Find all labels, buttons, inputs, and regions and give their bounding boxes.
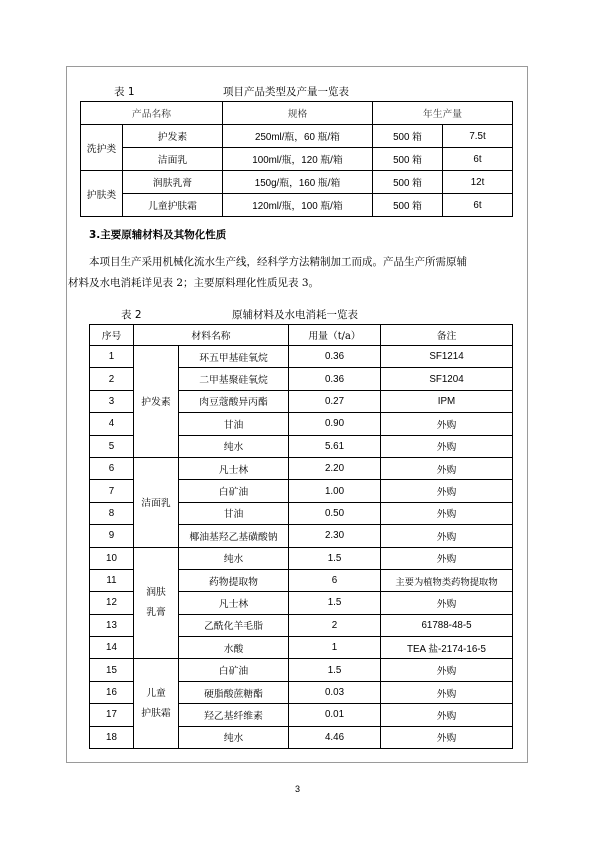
row-no: 5 <box>90 435 134 457</box>
note-cell: 外购 <box>381 525 513 547</box>
material-cell: 椰油基羟乙基磺酸钠 <box>179 525 289 547</box>
paragraph-line-2: 材料及水电消耗详见表 2；主要原料理化性质见表 3。 <box>68 277 320 289</box>
note-cell: 外购 <box>381 435 513 457</box>
note-cell: IPM <box>381 390 513 412</box>
row-no: 16 <box>90 681 134 703</box>
note-cell: 主要为植物类药物提取物 <box>381 569 513 591</box>
row-no: 6 <box>90 457 134 479</box>
table1-label: 表 1 <box>114 86 135 98</box>
header-no: 序号 <box>90 325 134 346</box>
spec-cell: 120ml/瓶，100 瓶/箱 <box>223 194 373 217</box>
usage-cell: 1.5 <box>289 547 381 569</box>
header-usage: 用量（t/a） <box>289 325 381 346</box>
row-no: 14 <box>90 637 134 659</box>
row-no: 11 <box>90 569 134 591</box>
table2-header-row <box>90 325 513 346</box>
table-row <box>81 125 513 148</box>
table2-title: 原辅材料及水电消耗一览表 <box>232 309 358 321</box>
header-spec: 规格 <box>223 102 373 125</box>
product-group-line-1: 润肤 <box>146 586 166 598</box>
table-row <box>90 457 513 479</box>
usage-cell: 0.36 <box>289 346 381 368</box>
header-product-name: 产品名称 <box>81 102 223 125</box>
table-row <box>90 659 513 681</box>
usage-cell: 0.01 <box>289 704 381 726</box>
usage-cell: 2 <box>289 614 381 636</box>
material-cell: 白矿油 <box>179 480 289 502</box>
row-no: 15 <box>90 659 134 681</box>
usage-cell: 4.46 <box>289 726 381 748</box>
material-cell: 纯水 <box>179 435 289 457</box>
note-cell: 外购 <box>381 502 513 524</box>
note-cell: 外购 <box>381 592 513 614</box>
note-cell: 61788-48-5 <box>381 614 513 636</box>
body-paragraph <box>68 252 509 294</box>
table-row <box>81 148 513 171</box>
header-note: 备注 <box>381 325 513 346</box>
material-cell: 环五甲基硅氧烷 <box>179 346 289 368</box>
row-no: 17 <box>90 704 134 726</box>
weight-cell: 6t <box>443 194 513 217</box>
material-cell: 二甲基聚硅氧烷 <box>179 368 289 390</box>
note-cell: 外购 <box>381 704 513 726</box>
product-group-line-2: 乳膏 <box>146 606 166 618</box>
note-cell: TEA 盐-2174-16-5 <box>381 637 513 659</box>
usage-cell: 0.90 <box>289 413 381 435</box>
note-cell: 外购 <box>381 659 513 681</box>
table2-label: 表 2 <box>121 309 142 321</box>
materials-consumption-table <box>89 324 513 749</box>
note-cell: SF1204 <box>381 368 513 390</box>
boxes-cell: 500 箱 <box>373 148 443 171</box>
material-cell: 水酸 <box>179 637 289 659</box>
product-cell: 洁面乳 <box>123 148 223 171</box>
usage-cell: 1.00 <box>289 480 381 502</box>
row-no: 4 <box>90 413 134 435</box>
product-group-line-1: 儿童 <box>146 687 166 699</box>
row-no: 7 <box>90 480 134 502</box>
material-cell: 甘油 <box>179 502 289 524</box>
material-cell: 乙酰化羊毛脂 <box>179 614 289 636</box>
note-cell: 外购 <box>381 681 513 703</box>
header-material: 材料名称 <box>134 325 289 346</box>
material-cell: 纯水 <box>179 726 289 748</box>
category-cell: 洗护类 <box>81 125 123 171</box>
boxes-cell: 500 箱 <box>373 194 443 217</box>
product-output-table <box>80 101 513 217</box>
usage-cell: 0.03 <box>289 681 381 703</box>
weight-cell: 12t <box>443 171 513 194</box>
usage-cell: 6 <box>289 569 381 591</box>
table1-header-row <box>81 102 513 125</box>
header-annual-output: 年生产量 <box>373 102 513 125</box>
row-no: 10 <box>90 547 134 569</box>
table-row <box>90 547 513 569</box>
usage-cell: 0.50 <box>289 502 381 524</box>
usage-cell: 2.20 <box>289 457 381 479</box>
product-cell: 儿童护肤霜 <box>123 194 223 217</box>
note-cell: 外购 <box>381 726 513 748</box>
row-no: 8 <box>90 502 134 524</box>
category-cell: 护肤类 <box>81 171 123 217</box>
usage-cell: 1.5 <box>289 659 381 681</box>
material-cell: 凡士林 <box>179 457 289 479</box>
product-cell: 护发素 <box>123 125 223 148</box>
material-cell: 硬脂酸蔗糖酯 <box>179 681 289 703</box>
row-no: 9 <box>90 525 134 547</box>
note-cell: 外购 <box>381 413 513 435</box>
note-cell: 外购 <box>381 480 513 502</box>
material-cell: 羟乙基纤维素 <box>179 704 289 726</box>
table-row <box>90 346 513 368</box>
row-no: 3 <box>90 390 134 412</box>
material-cell: 白矿油 <box>179 659 289 681</box>
row-no: 18 <box>90 726 134 748</box>
row-no: 12 <box>90 592 134 614</box>
material-cell: 肉豆蔻酸异丙酯 <box>179 390 289 412</box>
row-no: 1 <box>90 346 134 368</box>
usage-cell: 1.5 <box>289 592 381 614</box>
spec-cell: 250ml/瓶，60 瓶/箱 <box>223 125 373 148</box>
weight-cell: 7.5t <box>443 125 513 148</box>
page-number: 3 <box>294 784 300 794</box>
note-cell: SF1214 <box>381 346 513 368</box>
table1-title: 项目产品类型及产量一览表 <box>223 86 349 98</box>
product-group-cell: 护发素 <box>134 346 179 458</box>
product-group-cell <box>134 547 179 659</box>
weight-cell: 6t <box>443 148 513 171</box>
product-group-cell <box>134 659 179 749</box>
usage-cell: 5.61 <box>289 435 381 457</box>
paragraph-line-1: 本项目生产采用机械化流水生产线，经科学方法精制加工而成。产品生产所需原辅 <box>89 256 467 268</box>
product-group-cell: 洁面乳 <box>134 457 179 547</box>
usage-cell: 0.27 <box>289 390 381 412</box>
row-no: 2 <box>90 368 134 390</box>
usage-cell: 0.36 <box>289 368 381 390</box>
usage-cell: 1 <box>289 637 381 659</box>
boxes-cell: 500 箱 <box>373 171 443 194</box>
product-group-line-2: 护肤霜 <box>141 707 171 719</box>
spec-cell: 150g/瓶，160 瓶/箱 <box>223 171 373 194</box>
usage-cell: 2.30 <box>289 525 381 547</box>
note-cell: 外购 <box>381 547 513 569</box>
product-cell: 润肤乳膏 <box>123 171 223 194</box>
spec-cell: 100ml/瓶，120 瓶/箱 <box>223 148 373 171</box>
material-cell: 凡士林 <box>179 592 289 614</box>
material-cell: 甘油 <box>179 413 289 435</box>
material-cell: 纯水 <box>179 547 289 569</box>
section-heading: 3.主要原辅材料及其物化性质 <box>89 229 227 241</box>
row-no: 13 <box>90 614 134 636</box>
boxes-cell: 500 箱 <box>373 125 443 148</box>
material-cell: 药物提取物 <box>179 569 289 591</box>
table-row <box>81 171 513 194</box>
table-row <box>81 194 513 217</box>
note-cell: 外购 <box>381 457 513 479</box>
